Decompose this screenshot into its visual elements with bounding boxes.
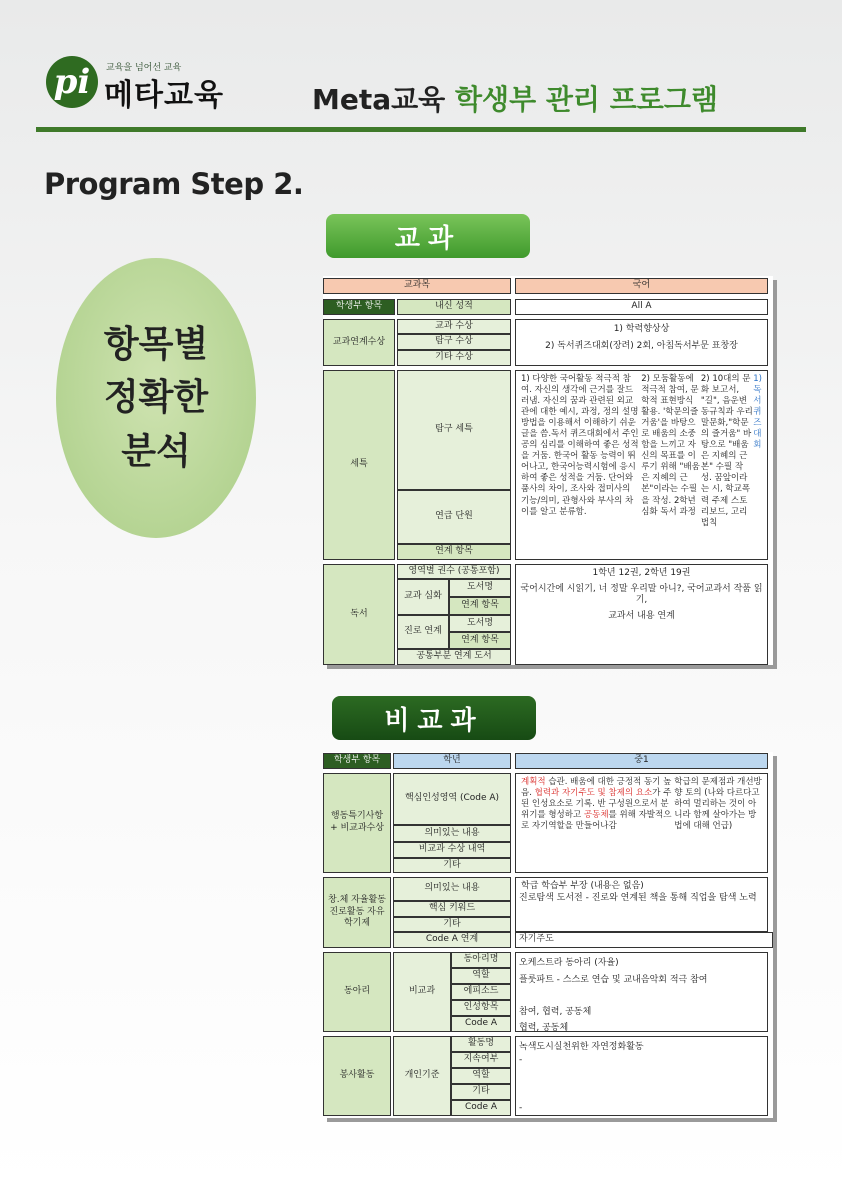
behavior-paragraph: 학급의 문제점과 개선방향 토의 (나와 다르다고 하여 멀리하는 것이 아니라 함께 살아가는 방법에 대해 언급) (674, 777, 762, 832)
section-pill-extracurricular: 비교과 (332, 696, 536, 740)
grade-value: 중1 (515, 753, 768, 769)
creative-group: 창.체 자율활동 진로활동 자유학기제 (323, 877, 391, 948)
reading-book: 도서명 (449, 615, 511, 632)
reading-value: 1학년 12권, 2학년 19권 (592, 568, 691, 578)
behavior-group: 행동특기사항 + 비교과수상 (323, 773, 391, 873)
volunteer-row: 활동명 (451, 1036, 511, 1052)
detail-paragraph: 2) 모둠활동에 적극적 참여, 문학적 표현방식 활용. '학문의즐거움'을 바탕으로 배움의 소중함을 느끼고 자신의 목표를 이루기 위해 "배움은 지혜의 근본"이라는 수필을 작성. 2학년 심화 독서 과정 (641, 374, 700, 517)
title-prefix: Meta교육 (312, 83, 455, 116)
oval-line-3: 분석 (121, 430, 191, 472)
logo-name: 메타교육 (104, 78, 224, 113)
detail-row: 연급 단원 (397, 490, 511, 544)
reading-link: 연계 항목 (449, 597, 511, 615)
detail-paragraph: 1) 다양한 국어활동 적극적 참여. 자신의 생각에 근거를 잘드러냄. 자신의 꿈과 관련된 외교관에 대한 예시, 과정, 정의 설명 방법을 이용해서 이해하기 쉬운 글을 씀.독서 퀴즈대회에서 주인공의 심리를 이해하여 좋은 성적을 거둠. 한국어 활동 능력이 뛰어나고, 한국어능력시험에 응시하여 좋은 성적을 거둠. 단어와 품사의 차이, 조사와 접미사의 기능/의미, 관형사와 부사의 차이를 알고 분류함. (521, 374, 639, 517)
club-row: 동아리명 (451, 952, 511, 968)
behavior-row: 의미있는 내용 (393, 825, 511, 842)
club-value: 협력, 공동체 (519, 1023, 569, 1033)
volunteer-row: 기타 (451, 1084, 511, 1100)
creative-text (515, 877, 768, 932)
behavior-fragment: 가 주된 인성요소로 기록. 반 구성원으로서 분위기를 형성하고 (521, 788, 672, 821)
detail-row: 연계 항목 (397, 544, 511, 560)
header-divider (36, 127, 806, 132)
creative-value: 진로탐색 도서전 - 진로와 연계된 책을 통해 직업을 탐색 노력 (519, 893, 757, 903)
award-row: 기타 수상 (397, 350, 511, 366)
award-values (515, 319, 768, 366)
club-row: 인성항목 (451, 1000, 511, 1016)
club-group: 동아리 (323, 952, 391, 1032)
highlight-oval (56, 258, 256, 538)
reading-book: 도서명 (449, 579, 511, 597)
behavior-keyword: 계획적 (521, 777, 546, 787)
award-value: 1) 학력향상상 (613, 324, 670, 334)
detail-paragraph: 2) 10대의 문화 보고서, "길", 음운변동규칙과 우리말문화,"학문의 즐거움" 바탕으로 "배움은 지혜의 근본" 수필 작성. 꿈앞이라는 시, 학교폭력 주제 스토리보드, 고리법칙 (700, 374, 753, 528)
detail-link: 1) 독서퀴즈대회 (753, 374, 762, 451)
subject-table (323, 276, 773, 665)
reading-career: 진로 연계 (397, 615, 449, 649)
item-label: 학생부 항목 (323, 753, 391, 769)
volunteer-value: - (519, 1055, 523, 1065)
volunteer-row: 역할 (451, 1068, 511, 1084)
club-row: 에피소드 (451, 984, 511, 1000)
reading-values (515, 564, 768, 665)
award-value: 2) 독서퀴즈대회(장려) 2회, 아침독서부문 표창장 (545, 340, 738, 351)
behavior-keyword: 공동체 (583, 810, 609, 821)
volunteer-group: 봉사활동 (323, 1036, 391, 1116)
award-group: 교과연계수상 (323, 319, 395, 366)
creative-row: Code A 연계 (393, 932, 511, 948)
creative-row: 핵심 키워드 (393, 901, 511, 917)
logo-tagline: 교육을 넘어선 교육 (106, 63, 182, 73)
behavior-row: 핵심인성영역 (Code A) (393, 773, 511, 825)
volunteer-row: 지속여부 (451, 1052, 511, 1068)
title-main: 학생부 관리 프로그램 (454, 83, 718, 116)
behavior-row: 기타 (393, 858, 511, 873)
volunteer-value: 녹색도시실천위한 자연정화활동 (519, 1042, 644, 1052)
detail-row: 탐구 세특 (397, 370, 511, 490)
club-value: 오케스트라 동아리 (자율) (519, 958, 619, 968)
creative-value: 학급 학습부 부장 (내용은 없음) (521, 881, 644, 891)
section-pill-subject: 교과 (326, 214, 530, 258)
reading-link: 연계 항목 (449, 632, 511, 649)
logo-mark (46, 56, 98, 108)
oval-line-1: 항목별 (103, 323, 209, 365)
step-title: Program Step 2. (44, 167, 304, 201)
extracurricular-table (323, 752, 773, 1118)
detail-group: 세특 (323, 370, 395, 560)
club-row: 역할 (451, 968, 511, 984)
creative-row: 기타 (393, 917, 511, 932)
behavior-text (515, 773, 768, 873)
grade-value: All A (515, 299, 768, 315)
reading-common: 공통부분 연계 도서 (397, 649, 511, 665)
creative-code: 자기주도 (515, 932, 773, 948)
club-value: 참여, 협력, 공동체 (519, 1007, 592, 1017)
award-row: 탐구 수상 (397, 334, 511, 350)
logo-letter: pi (53, 62, 91, 102)
volunteer-value: - (519, 1103, 523, 1113)
behavior-keyword: 협력과 자기주도 및 참제의 요소 (534, 788, 653, 799)
subject-value: 국어 (515, 278, 768, 294)
behavior-row: 비교과 수상 내역 (393, 842, 511, 858)
creative-row: 의미있는 내용 (393, 877, 511, 901)
club-value: 플룻파트 - 스스로 연습 및 교내음악회 적극 참여 (519, 975, 708, 985)
subject-label: 교과목 (323, 278, 511, 294)
detail-text (515, 370, 768, 560)
volunteer-sub: 개인기준 (393, 1036, 451, 1116)
behavior-fragment: 를 위해 자발적으로 자기역할을 만들어나감 (521, 810, 672, 832)
grade-label: 학년 (393, 753, 511, 769)
reading-value: 교과서 내용 연계 (608, 611, 675, 622)
volunteer-row: Code A (451, 1100, 511, 1116)
grade-label: 내신 성적 (397, 299, 511, 315)
reading-value: 국어시간에 시읽기, 너 정말 우리말 아니?, 국어교과서 작품 읽기, (520, 583, 763, 606)
reading-deep: 교과 심화 (397, 579, 449, 615)
oval-line-2: 정확한 (103, 377, 209, 419)
behavior-fragment: 습관. 배움에 대한 긍정적 동기 높음. (521, 777, 672, 799)
reading-group: 독서 (323, 564, 395, 665)
page-title (312, 78, 718, 118)
club-sub: 비교과 (393, 952, 451, 1032)
club-row: Code A (451, 1016, 511, 1032)
item-label: 학생부 항목 (323, 299, 395, 315)
award-row: 교과 수상 (397, 319, 511, 334)
reading-count-label: 영역별 권수 (공통포함) (397, 564, 511, 579)
